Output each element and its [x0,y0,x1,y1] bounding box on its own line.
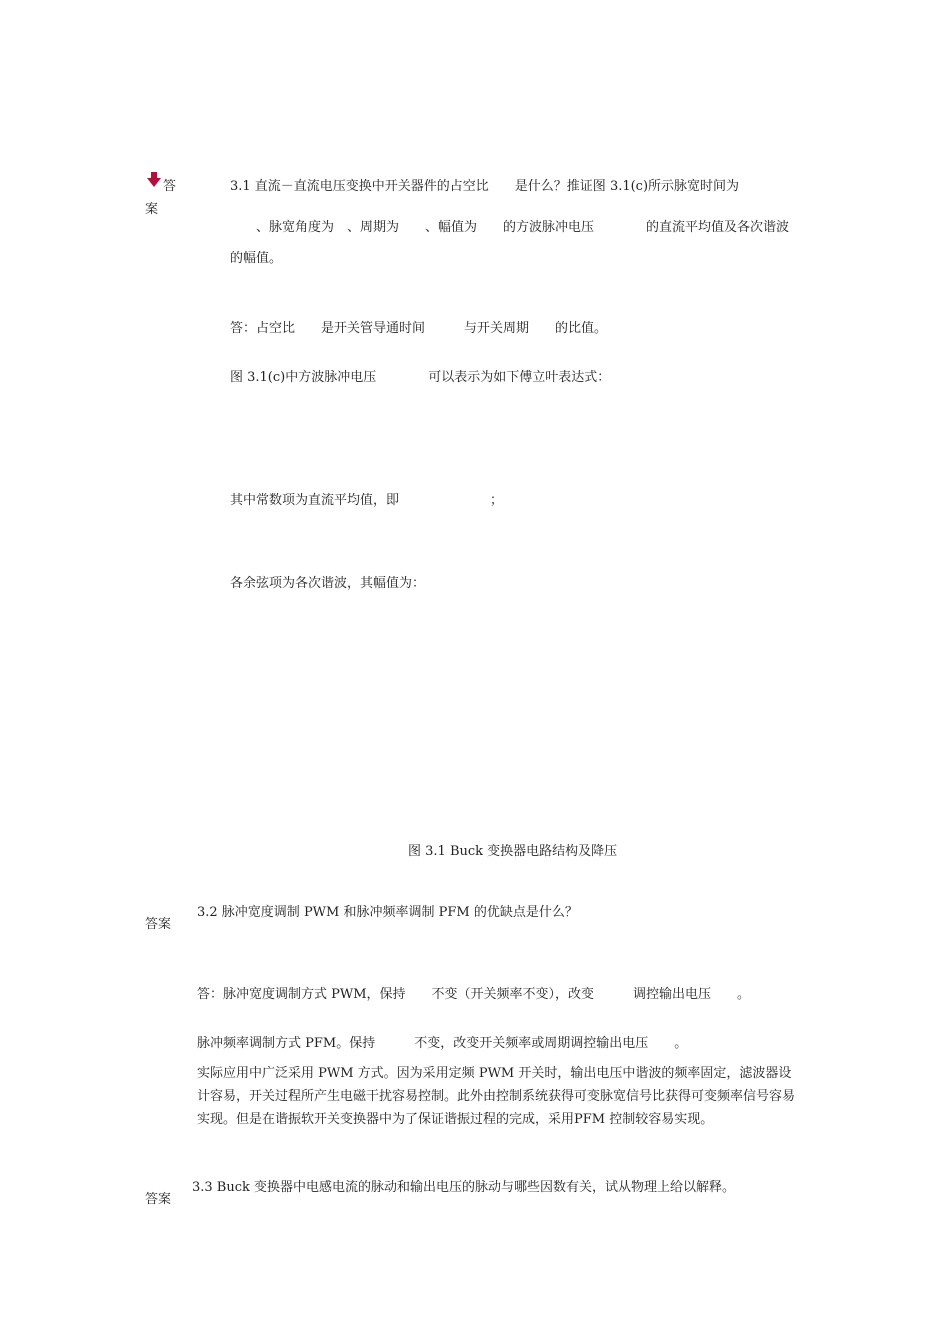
answer-3-2-paragraph: 实际应用中广泛采用 PWM 方式。因为采用定频 PWM 开关时，输出电压中谐波的频率固定，滤波器设计容易，开关过程所产生电磁干扰容易控制。此外由控制系统获得可变脉宽信号比获得可变频率信号容易实现。但是在谐振软开关变换器中为了保证谐振过程的完成，采用PFM 控制较容易实现。 [197,1066,796,1127]
question-3-1-line3: 的幅值。 [230,251,283,266]
answer-3-2-line1: 答：脉冲宽度调制方式 PWM，保持 不变（开关频率不变），改变 调控输出电压 。 [197,987,751,1002]
answer-3-1-line2: 图 3.1(c)中方波脉冲电压 可以表示为如下傅立叶表达式： [230,370,611,385]
answer-label-3-2[interactable]: 答案 [145,917,172,932]
figure-caption: 图 3.1 Buck 变换器电路结构及降压 [408,844,618,859]
answer-label-part1[interactable]: 答 [163,179,177,194]
question-3-1-line2: 、脉宽角度为 、周期为 、幅值为 的方波脉冲电压 的直流平均值及各次谐波 [230,220,790,235]
answer-3-1-line3: 其中常数项为直流平均值，即 ； [230,493,504,508]
question-3-1-line1: 3.1 直流－直流电压变换中开关器件的占空比 是什么？推证图 3.1(c)所示脉宽时间为 [230,179,740,194]
answer-label-part2[interactable]: 案 [145,202,159,217]
answer-label-3-3[interactable]: 答案 [145,1192,172,1207]
answer-3-2-line2: 脉冲频率调制方式 PFM。保持 不变，改变开关频率或周期调控输出电压 。 [197,1036,688,1051]
question-3-3: 3.3 Buck 变换器中电感电流的脉动和输出电压的脉动与哪些因数有关，试从物理上给以解释。 [192,1180,736,1195]
down-arrow-icon[interactable] [147,172,161,187]
answer-3-1-line1: 答：占空比 是开关管导通时间 与开关周期 的比值。 [230,321,608,336]
answer-3-1-line4: 各余弦项为各次谐波，其幅值为： [230,576,426,591]
question-3-2: 3.2 脉冲宽度调制 PWM 和脉冲频率调制 PFM 的优缺点是什么？ [197,905,578,920]
